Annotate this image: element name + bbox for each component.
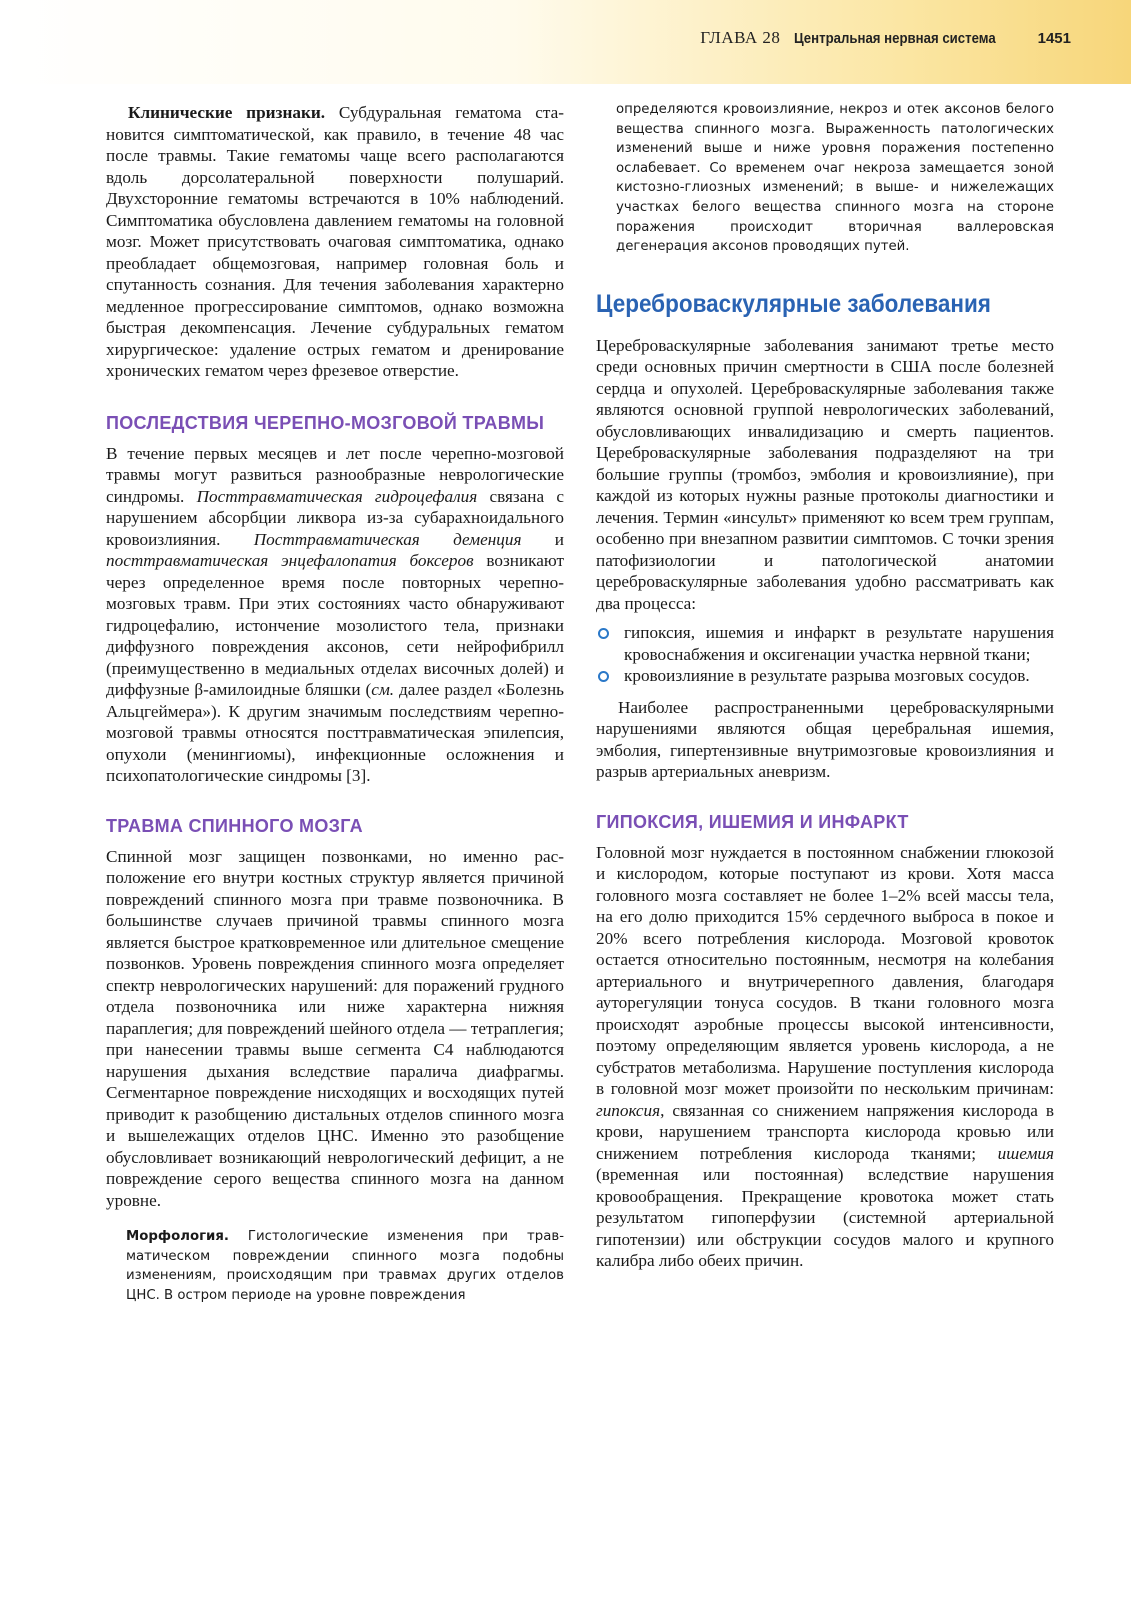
heading-spinal-trauma: ТРАВМА СПИННОГО МОЗГА (106, 815, 363, 836)
page-number: 1451 (1037, 30, 1071, 47)
clinical-signs-text: Субдуральная гематома становится симптоматической, как правило, в течение 48 час после травмы. Такие гематомы чаще всего располагаются вдоль дорсолатеральной поверхности полушарий. Двухсторонние гематомы встречаются в 10% наблюдений. Симптоматика обусловлена давлением гематомы на головной мозг. Может присутствовать очаговая симптоматика, однако преобладает общемозговая, например головная боль и спутанность сознания. Для течения заболевания характерно медленное прогрессирование симптомов, однако возможна быстрая декомпенсация. Лечение субдуральных гематом хирургическое: удаление острых гематом и дренирование хронических гематом через фрезевое отверстие. (106, 103, 565, 380)
morphology-continuation: определяются кровоизлияние, некроз и отек аксонов белого вещества спинного мозга. Выраженность патологических изменений выше и ниже уровня поражения постепенно ослабевает. Со временем очаг некроза замещается зоной кистозно-глиозных изменений; в выше- и нижележащих участках белого вещества спинного мозга на стороне поражения происходит вторичная валлеровская дегенерация аксонов проводящих путей. (616, 102, 1054, 255)
morphology-text: Гистологические изменения при травматическом повреждении спинного мозга подобны изменениям, происходящим при травмах других отделов ЦНС. В остром периоде на уровне повреждения (126, 1229, 564, 1303)
running-header-content (700, 28, 1071, 48)
process-list (596, 622, 1054, 687)
list-item-text: гипоксия, ишемия и инфаркт в результате нарушения кровоснабжения и оксигенации участка нервной ткани; (624, 623, 1054, 664)
tbi-italic-2: Посттравматическая деменция (253, 529, 522, 549)
clinical-signs-paragraph (106, 102, 564, 382)
left-column (106, 102, 564, 1305)
bullet-circle-icon (598, 671, 609, 682)
hypoxia-italic-1: гипоксия (596, 1100, 661, 1120)
hypoxia-paragraph (596, 842, 1054, 1272)
tbi-text-5: далее раздел «Болезнь Альцгеймера»). К другим значимым последствиям черепно-мозговой травмы относятся посттравматическая эпилепсия, опухоли (менингиомы), инфекционные осложнения и психопатологические синдромы [3]. (106, 680, 564, 785)
cerebrovascular-paragraph: Цереброваскулярные заболевания занимают третье место среди основных причин смертности в США после болезней сердца и опухолей. Цереброваскулярные заболевания также являются основной группой неврологических заболеваний, обусловливающих инвалидизацию и смерть пациентов. Цереброваскулярные заболевания подразделяют на три большие группы (тромбоз, эмболия и кровоизлияние), при каждой из которых нужны разные протоколы диагностики и лечения. Термин «инсульт» применяют ко всем трем группам, особенно при внезапном развитии симптомов. С точки зрения патофизиологии и патологической анатомии цереброваскулярные заболевания удобно рассматривать как два процесса: (596, 335, 1054, 613)
list-item (596, 622, 1054, 665)
tbi-text-1: В течение первых месяцев и лет после черепно-мозговой травмы могут развиться разнообразные неврологические синдромы. (106, 443, 564, 506)
clinical-signs-lead: Клинические признаки. (128, 103, 326, 122)
running-header (0, 0, 1131, 84)
list-item-text: кровоизлияние в результате разрыва мозговых сосудов. (624, 666, 1030, 686)
common-disorders-paragraph: Наиболее распространенными цереброваскулярными нарушениями являются общая церебральная ишемия, эмболия, гипертензивные внутримозговые кровоизлияния и разрыв артериальных аневризм. (596, 697, 1054, 782)
morphology-paragraph (126, 1227, 564, 1305)
heading-cerebrovascular: Цереброваскулярные заболевания (596, 289, 991, 318)
heading-tbi-consequences: ПОСЛЕДСТВИЯ ЧЕРЕПНО-МОЗГОВОЙ ТРАВМЫ (106, 412, 545, 433)
tbi-text-3: и (521, 529, 564, 549)
hypoxia-text-1: Головной мозг нуждается в постоянном снабжении глюкозой и кислородом, которые поступают из крови. Хотя масса головного мозга составляет не более 1–2% всей массы тела, на его долю приходится 15% сердечного выброса в покое и 20% всего потребления кислорода. Мозговой кровоток остается относительно постоянным, несмотря на колебания артериального и внутричерепного давления, благодаря ауторегуляции тонуса сосудов. В ткани головного мозга происходят аэробные процессы высокой интенсивности, поэтому определяющим является уровень кислорода, а не субстратов метаболизма. Нарушение поступления кислорода в головной мозг может произойти по нескольким причинам: (596, 842, 1054, 1099)
right-column (596, 100, 1054, 1272)
bullet-circle-icon (598, 628, 609, 639)
tbi-text-4: возникают через определенное время после повторных черепно-мозговых травм. При этих состояниях часто обнаруживают гидроцефалию, истончение мозолистого тела, признаки диффузного повреждения аксонов, сети нейрофибрилл (преимущественно в медиальных отделах височных долей) и диффузные β-амилоидные бляшки ( (106, 551, 565, 699)
chapter-title: Центральная нервная система (794, 30, 997, 47)
hypoxia-text-3: (временная или постоянная) вследствие нарушения кровообращения. Прекращение кровотока может стать результатом гипоперфузии (системной артериальной гипотензии) или обструкции сосудов малого и крупного калибра либо обеих причин. (596, 1165, 1054, 1271)
tbi-italic-4: см. (371, 680, 395, 699)
tbi-consequences-paragraph (106, 443, 564, 787)
morphology-lead: Морфология. (126, 1229, 229, 1244)
tbi-italic-3: посттравматическая энцефалопатия боксеров (106, 551, 474, 570)
hypoxia-italic-2: ишемия (997, 1143, 1054, 1163)
spinal-trauma-paragraph: Спинной мозг защищен позвонками, но именно расположение его внутри костных структур является причиной повреждений спинного мозга при травме позвоночника. В большинстве случаев причиной травмы спинного мозга является быстрое кратковременное или длительное смещение позвонков. Уровень повреждения спинного мозга определяет спектр неврологических нарушений: для поражений грудного отдела позвоночника или ниже характерна нижняя параплегия; для повреждений шейного отдела — тетраплегия; при нанесении травмы выше сегмента С4 наблюдаются нарушения дыхания вследствие паралича диафрагмы. Сегментарное повреждение нисходящих и восходящих путей приводит к разобщению дистальных отделов спинного мозга и вышележащих отделов ЦНС. Именно это разобщение обусловливает возникающий неврологический дефицит, а не повреждение серого вещества спинного мозга на данном уровне. (106, 846, 564, 1210)
hypoxia-text-2: , связанная со снижением напряжения кислорода в крови, нарушением транспорта кислорода кровью или снижением потребления кислорода тканями; (596, 1100, 1054, 1163)
chapter-label: ГЛАВА 28 (700, 28, 781, 47)
list-item (596, 665, 1054, 687)
tbi-italic-1: Посттравматическая гидроцефалия (196, 486, 478, 506)
heading-hypoxia: ГИПОКСИЯ, ИШЕМИЯ И ИНФАРКТ (596, 811, 909, 832)
tbi-text-2: связана с нарушением абсорбции ликвора из-за субарахноидального кровоизлияния. (106, 486, 564, 549)
